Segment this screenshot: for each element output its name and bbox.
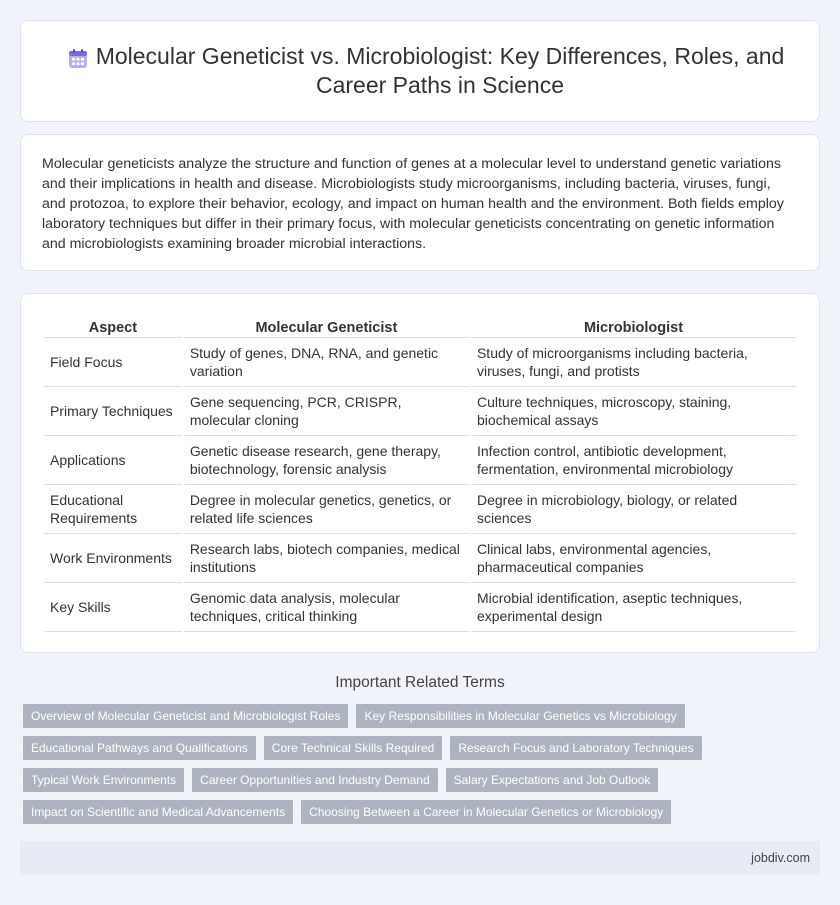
table-cell-molecular-geneticist: Research labs, biotech companies, medical institutions xyxy=(184,534,469,583)
table-row xyxy=(44,485,796,534)
table-row xyxy=(44,534,796,583)
term-tag[interactable]: Choosing Between a Career in Molecular Genetics or Microbiology xyxy=(301,800,671,824)
table-cell-aspect: Primary Techniques xyxy=(44,387,182,436)
table-cell-aspect: Applications xyxy=(44,436,182,485)
table-cell-molecular-geneticist: Gene sequencing, PCR, CRISPR, molecular cloning xyxy=(184,387,469,436)
table-cell-molecular-geneticist: Genetic disease research, gene therapy, biotechnology, forensic analysis xyxy=(184,436,469,485)
column-header-molecular-geneticist: Molecular Geneticist xyxy=(184,314,469,338)
table-cell-aspect: Field Focus xyxy=(44,338,182,387)
table-cell-molecular-geneticist: Degree in molecular genetics, genetics, or related life sciences xyxy=(184,485,469,534)
header-card xyxy=(20,20,820,122)
table-header-row xyxy=(44,314,796,338)
related-terms-heading: Important Related Terms xyxy=(335,674,505,691)
term-tag[interactable]: Core Technical Skills Required xyxy=(264,736,443,760)
intro-paragraph: Molecular geneticists analyze the structure and function of genes at a molecular level to understand genetic variations and their implications in health and disease. Microbiologists study microorganisms, including bacteria, viruses, fungi, and protozoa, to explore their behavior, ecology, and impact on human health and the environment. Both fields employ laboratory techniques but differ in their primary focus, with molecular geneticists concentrating on genetic information and microbiologists examining broader microbial interactions. xyxy=(42,156,784,252)
term-tag[interactable]: Impact on Scientific and Medical Advancements xyxy=(23,800,293,824)
term-tag[interactable]: Career Opportunities and Industry Demand xyxy=(192,768,437,792)
term-tag[interactable]: Research Focus and Laboratory Techniques xyxy=(450,736,701,760)
page-title: Molecular Geneticist vs. Microbiologist: Key Differences, Roles, and Career Paths in Science xyxy=(95,43,785,98)
table-cell-microbiologist: Study of microorganisms including bacteria, viruses, fungi, and protists xyxy=(471,338,796,387)
table-cell-microbiologist: Clinical labs, environmental agencies, pharmaceutical companies xyxy=(471,534,796,583)
table-row xyxy=(44,338,796,387)
column-header-microbiologist: Microbiologist xyxy=(471,314,796,338)
table-cell-molecular-geneticist: Genomic data analysis, molecular techniques, critical thinking xyxy=(184,583,469,632)
table-cell-aspect: Key Skills xyxy=(44,583,182,632)
term-tag[interactable]: Typical Work Environments xyxy=(23,768,184,792)
term-tag[interactable]: Salary Expectations and Job Outlook xyxy=(446,768,659,792)
table-cell-aspect: Work Environments xyxy=(44,534,182,583)
intro-card xyxy=(20,134,820,271)
table-cell-microbiologist: Microbial identification, aseptic techniques, experimental design xyxy=(471,583,796,632)
footer-bar xyxy=(20,841,820,874)
comparison-table-card xyxy=(20,293,820,653)
table-row xyxy=(44,436,796,485)
table-cell-microbiologist: Infection control, antibiotic development, fermentation, environmental microbiology xyxy=(471,436,796,485)
table-cell-microbiologist: Degree in microbiology, biology, or related sciences xyxy=(471,485,796,534)
footer-brand[interactable]: jobdiv.com xyxy=(751,850,810,865)
table-cell-molecular-geneticist: Study of genes, DNA, RNA, and genetic variation xyxy=(184,338,469,387)
related-terms-section xyxy=(20,674,820,832)
term-tag[interactable]: Key Responsibilities in Molecular Genetics vs Microbiology xyxy=(356,704,684,728)
table-row xyxy=(44,583,796,632)
table-cell-microbiologist: Culture techniques, microscopy, staining, biochemical assays xyxy=(471,387,796,436)
table-row xyxy=(44,387,796,436)
term-tag[interactable]: Overview of Molecular Geneticist and Microbiologist Roles xyxy=(23,704,348,728)
table-cell-aspect: Educational Requirements xyxy=(44,485,182,534)
term-tag[interactable]: Educational Pathways and Qualifications xyxy=(23,736,256,760)
comparison-table xyxy=(42,314,798,632)
related-terms-list xyxy=(20,704,820,832)
column-header-aspect: Aspect xyxy=(44,314,182,338)
